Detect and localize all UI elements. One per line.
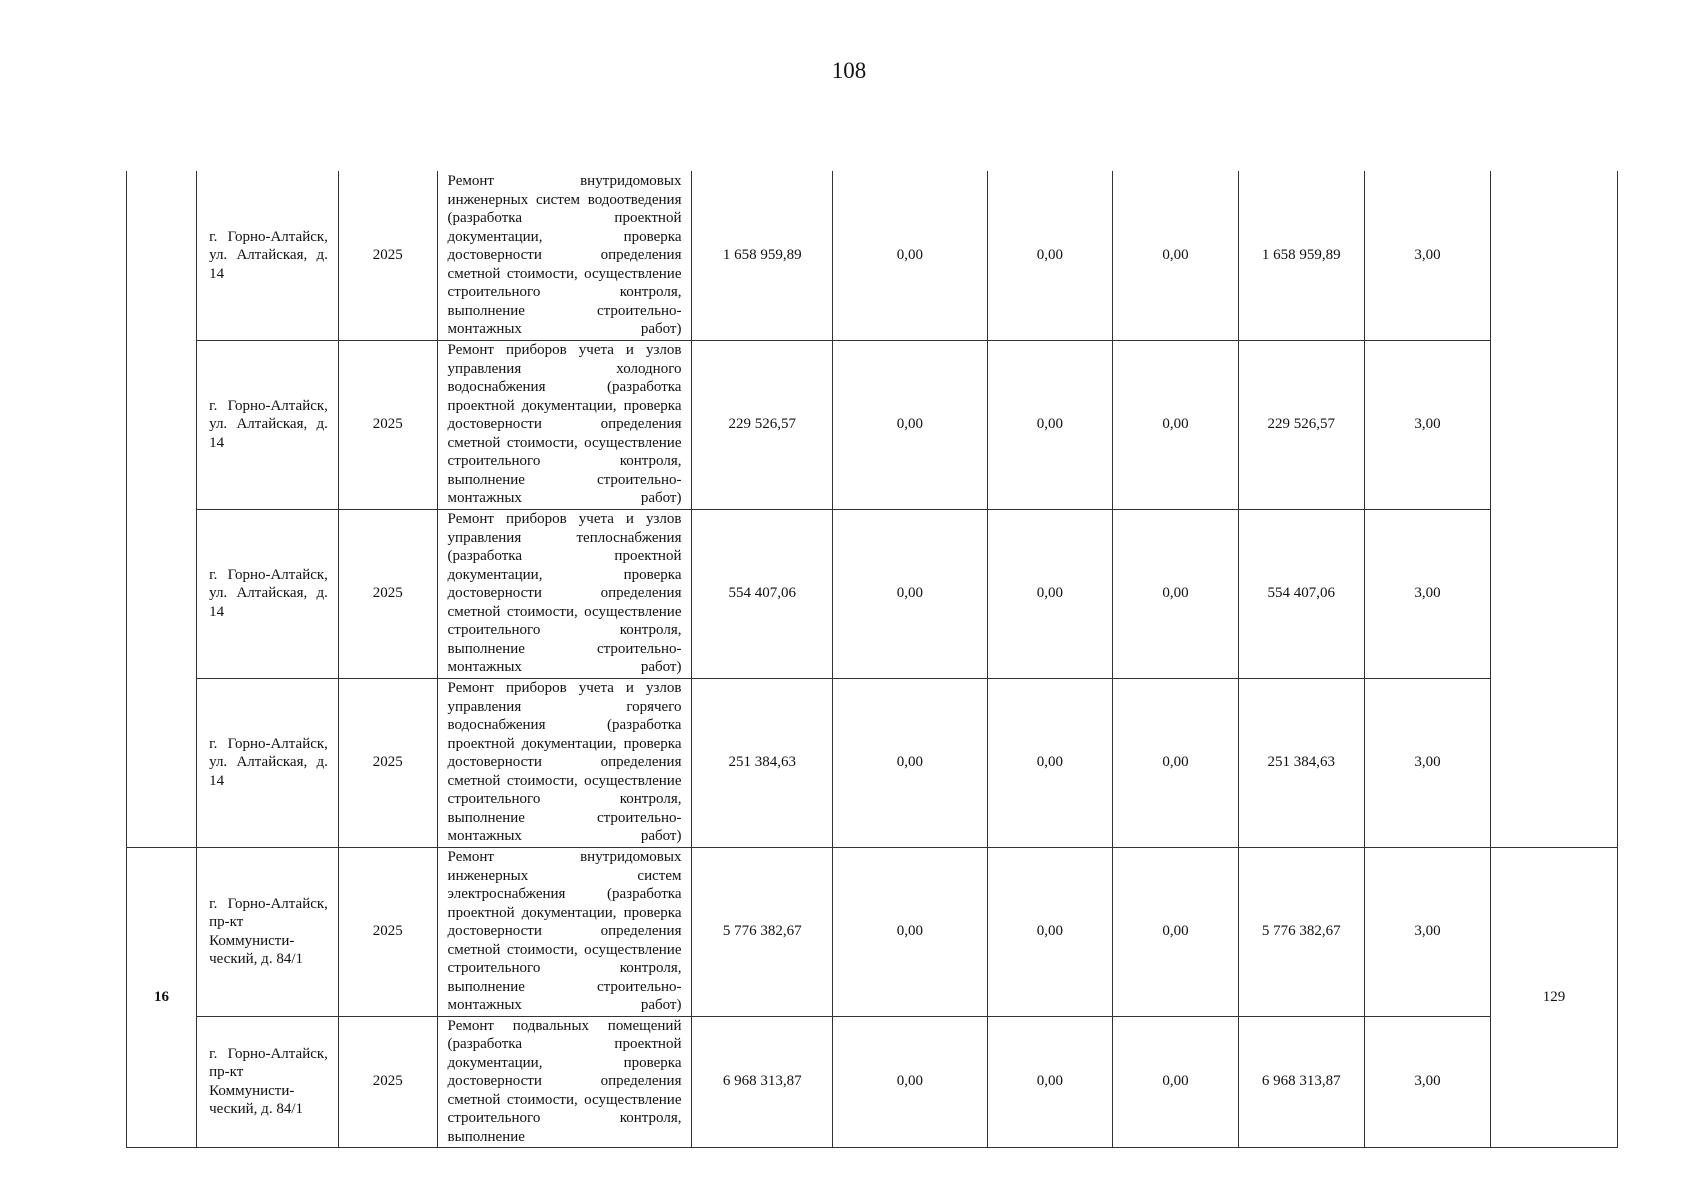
fund-cost-cell: 6 968 313,87 <box>1238 1016 1364 1147</box>
value-cell: 0,00 <box>1113 847 1239 1016</box>
value-cell: 0,00 <box>987 1016 1113 1147</box>
value-cell: 0,00 <box>833 847 988 1016</box>
value-cell: 0,00 <box>1113 1016 1239 1147</box>
value-cell: 0,00 <box>987 509 1113 678</box>
table-row <box>127 1016 1698 1147</box>
work-description-cell: Ремонт подвальных помещений (разработка проектной документации, проверка достоверности определения сметной стоимости, осуществление строительного контроля, выполнение <box>437 1016 692 1147</box>
rate-cell: 3,00 <box>1364 509 1491 678</box>
value-cell: 0,00 <box>987 847 1113 1016</box>
fund-cost-cell: 251 384,63 <box>1238 678 1364 847</box>
value-cell: 0,00 <box>833 509 988 678</box>
total-cost-cell: 229 526,57 <box>692 340 833 509</box>
total-cost-cell: 5 776 382,67 <box>692 847 833 1016</box>
value-cell: 0,00 <box>833 171 988 340</box>
year-cell: 2025 <box>338 678 437 847</box>
year-cell: 2025 <box>338 509 437 678</box>
table-row <box>127 340 1698 509</box>
table-row <box>127 678 1698 847</box>
rate-cell: 3,00 <box>1364 847 1491 1016</box>
value-cell: 0,00 <box>987 340 1113 509</box>
work-description-cell: Ремонт приборов учета и узлов управления горячего водоснабжения (разработка проектной документации, проверка достоверности определения сметной стоимости, осуществление строительного контроля, выполнение строительно-монтажных работ) <box>437 678 692 847</box>
value-cell: 0,00 <box>1113 340 1239 509</box>
value-cell: 0,00 <box>987 678 1113 847</box>
work-description-cell: Ремонт приборов учета и узлов управления холодного водоснабжения (разработка проектной документации, проверка достоверности определения сметной стоимости, осуществление строительного контроля, выполнение строительно-монтажных работ) <box>437 340 692 509</box>
total-cost-cell: 6 968 313,87 <box>692 1016 833 1147</box>
address-cell: г. Горно-Алтайск, ул. Алтайская, д. 14 <box>197 340 339 509</box>
year-cell: 2025 <box>338 171 437 340</box>
rate-cell: 3,00 <box>1364 340 1491 509</box>
rate-cell: 3,00 <box>1364 678 1491 847</box>
table-row <box>127 509 1698 678</box>
value-cell: 0,00 <box>1113 678 1239 847</box>
work-description-cell: Ремонт приборов учета и узлов управления теплоснабжения (разработка проектной документации, проверка достоверности определения сметной стоимости, осуществление строительного контроля, выполнение строительно-монтажных работ) <box>437 509 692 678</box>
value-cell: 0,00 <box>1113 509 1239 678</box>
address-cell: г. Горно-Алтайск, ул. Алтайская, д. 14 <box>197 678 339 847</box>
value-cell: 0,00 <box>833 678 988 847</box>
value-cell: 0,00 <box>833 1016 988 1147</box>
work-description-cell: Ремонт внутридомовых инженерных систем электроснабжения (разработка проектной документации, проверка достоверности определения сметной стоимости, осуществление строительного контроля, выполнение строительно-монтажных работ) <box>437 847 692 1016</box>
count-cell: 129 <box>1491 847 1617 1147</box>
page-number: 108 <box>831 58 867 83</box>
fund-cost-cell: 554 407,06 <box>1238 509 1364 678</box>
value-cell: 0,00 <box>987 171 1113 340</box>
work-description-cell: Ремонт внутридомовых инженерных систем водоотведения (разработка проектной документации, проверка достоверности определения сметной стоимости, осуществление строительного контроля, выполнение строительно-монтажных работ) <box>437 171 692 340</box>
table-row <box>127 847 1698 1016</box>
item-number-cell <box>127 171 197 847</box>
total-cost-cell: 554 407,06 <box>692 509 833 678</box>
year-cell: 2025 <box>338 847 437 1016</box>
value-cell: 0,00 <box>1113 171 1239 340</box>
total-cost-cell: 1 658 959,89 <box>692 171 833 340</box>
total-cost-cell: 251 384,63 <box>692 678 833 847</box>
capital-repair-table <box>126 171 1698 1148</box>
rate-cell: 3,00 <box>1364 1016 1491 1147</box>
fund-cost-cell: 1 658 959,89 <box>1238 171 1364 340</box>
value-cell: 0,00 <box>833 340 988 509</box>
address-cell: г. Горно-Алтайск, пр-кт Коммунисти-ческий, д. 84/1 <box>197 847 339 1016</box>
table-row <box>127 171 1698 340</box>
address-cell: г. Горно-Алтайск, ул. Алтайская, д. 14 <box>197 171 339 340</box>
count-cell <box>1491 171 1617 847</box>
fund-cost-cell: 229 526,57 <box>1238 340 1364 509</box>
rate-cell: 3,00 <box>1364 171 1491 340</box>
year-cell: 2025 <box>338 340 437 509</box>
fund-cost-cell: 5 776 382,67 <box>1238 847 1364 1016</box>
address-cell: г. Горно-Алтайск, пр-кт Коммунисти-ческий, д. 84/1 <box>197 1016 339 1147</box>
year-cell: 2025 <box>338 1016 437 1147</box>
item-number-cell: 16 <box>127 847 197 1147</box>
address-cell: г. Горно-Алтайск, ул. Алтайская, д. 14 <box>197 509 339 678</box>
